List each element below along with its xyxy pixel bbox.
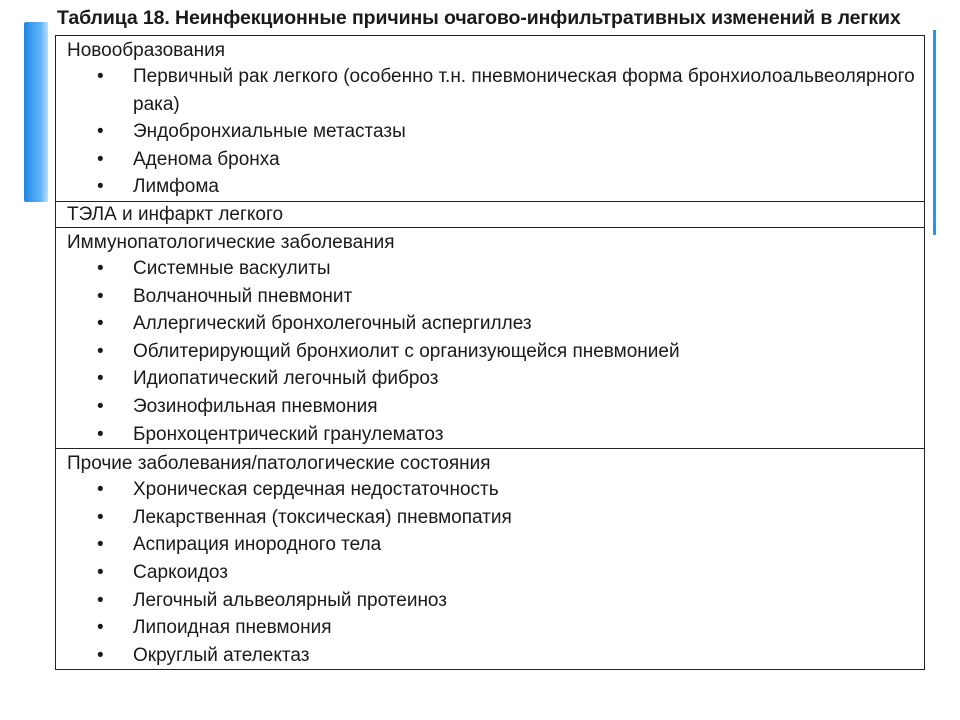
list-item: • Хроническая сердечная недостаточность	[67, 476, 924, 504]
decorative-blue-line-right	[933, 30, 936, 235]
list-item: • Липоидная пневмония	[67, 614, 924, 642]
list-item: • Первичный рак легкого (особенно т.н. пневмоническая форма бронхиолоальвеолярного рака)	[67, 63, 924, 118]
section-cell-immunopathological	[56, 227, 925, 448]
list-item: • Аденома бронха	[67, 146, 924, 174]
list-item: • Аллергический бронхолегочный аспергиллез	[67, 310, 924, 338]
list-item: • Округлый ателектаз	[67, 642, 924, 670]
list-item: • Лекарственная (токсическая) пневмопатия	[67, 504, 924, 532]
section-list	[67, 255, 924, 448]
section-heading: ТЭЛА и инфаркт легкого	[67, 203, 284, 225]
section-heading: Прочие заболевания/патологические состояния	[67, 453, 491, 475]
list-item: • Бронхоцентрический гранулематоз	[67, 421, 924, 449]
table-row	[56, 201, 925, 227]
section-list	[67, 63, 924, 201]
table-row	[56, 449, 925, 670]
list-item: • Эозинофильная пневмония	[67, 393, 924, 421]
section-list	[67, 476, 924, 669]
causes-table	[55, 35, 925, 670]
section-heading: Новообразования	[67, 40, 226, 61]
table-row	[56, 36, 925, 202]
slide-content	[55, 6, 925, 670]
list-item: • Аспирация инородного тела	[67, 531, 924, 559]
list-item: • Эндобронхиальные метастазы	[67, 118, 924, 146]
list-item: • Волчаночный пневмонит	[67, 283, 924, 311]
section-cell-pe	[56, 201, 925, 227]
section-cell-neoplasms	[56, 36, 925, 202]
list-item: • Саркоидоз	[67, 559, 924, 587]
section-cell-other	[56, 449, 925, 670]
section-heading: Иммунопатологические заболевания	[67, 231, 395, 253]
list-item: • Лимфома	[67, 173, 924, 201]
table-title: Таблица 18. Неинфекционные причины очагово-инфильтративных изменений в легких	[57, 7, 901, 29]
list-item: • Облитерирующий бронхиолит с организующейся пневмонией	[67, 338, 924, 366]
table-row	[56, 227, 925, 448]
decorative-blue-bar-left	[24, 22, 48, 202]
list-item: • Системные васкулиты	[67, 255, 924, 283]
list-item: • Идиопатический легочный фиброз	[67, 365, 924, 393]
list-item: • Легочный альвеолярный протеиноз	[67, 587, 924, 615]
